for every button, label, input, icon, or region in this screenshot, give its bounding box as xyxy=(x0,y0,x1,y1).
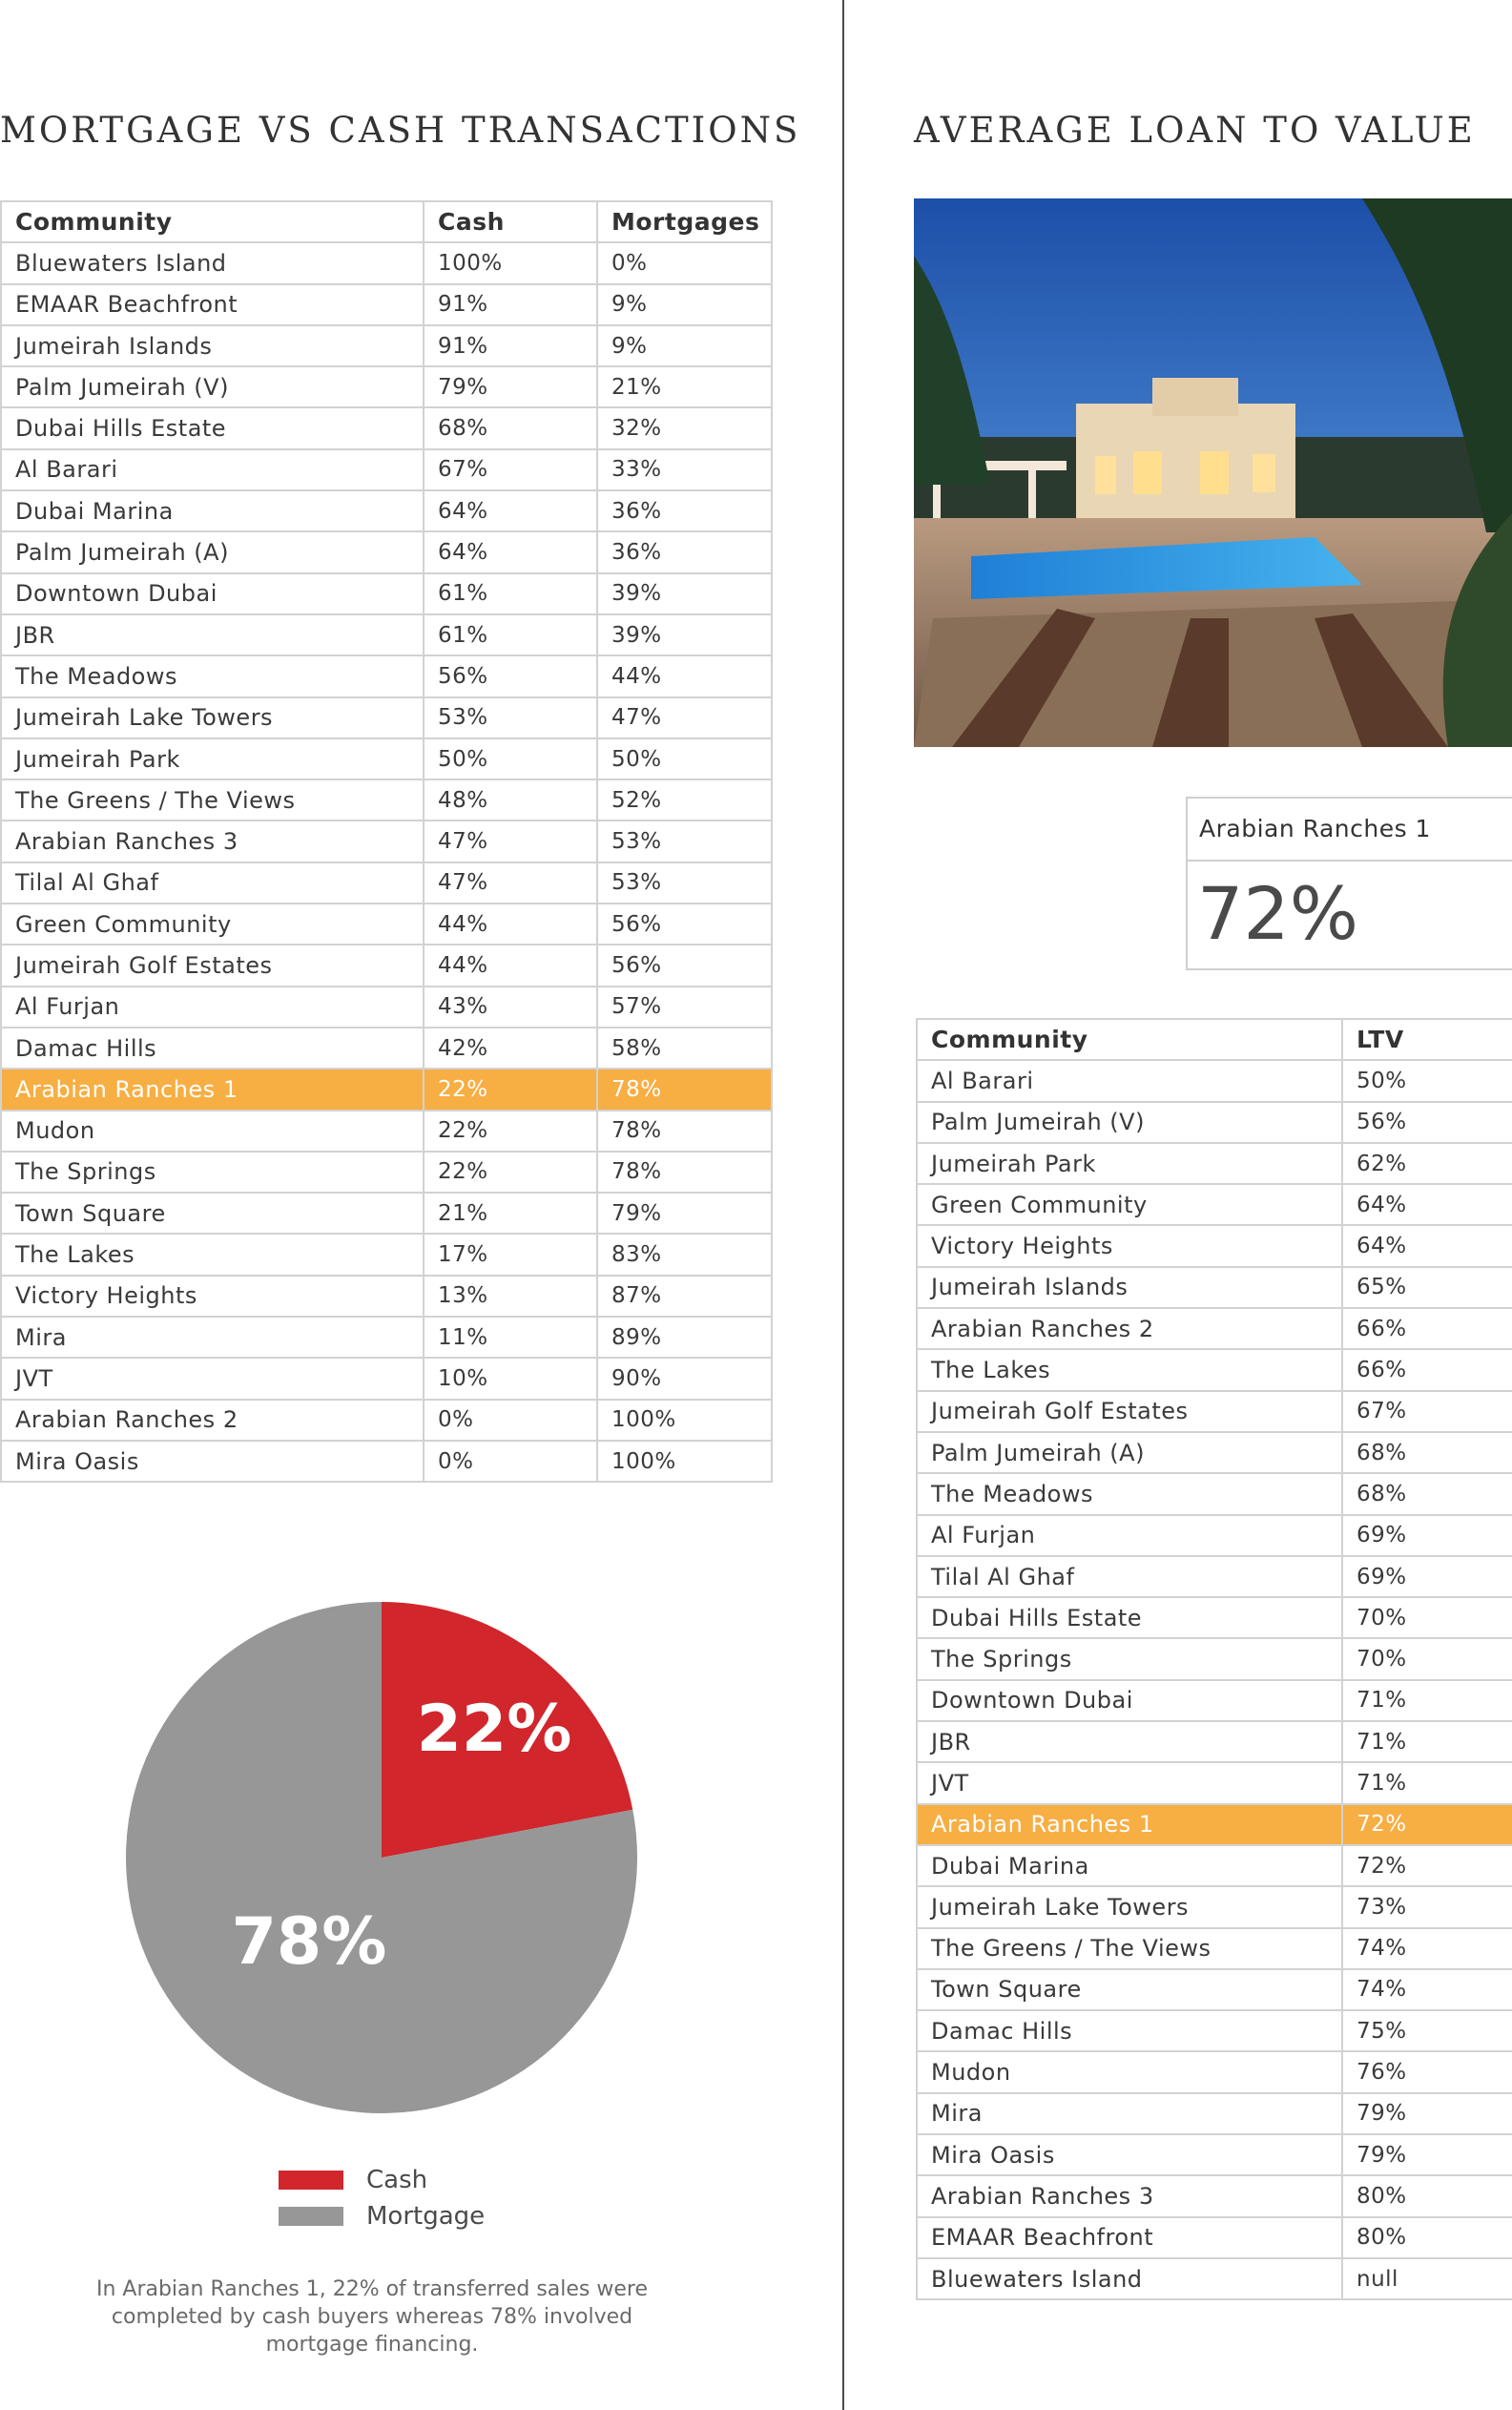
value-cell: 61% xyxy=(424,573,597,614)
community-cell: Arabian Ranches 3 xyxy=(917,2175,1342,2216)
community-cell: JVT xyxy=(917,1762,1342,1803)
community-cell: Victory Heights xyxy=(1,1276,424,1317)
value-cell: 66% xyxy=(1342,1349,1512,1390)
value-cell: 17% xyxy=(424,1234,597,1275)
value-cell: 71% xyxy=(1342,1762,1512,1803)
table-row xyxy=(1,407,772,448)
table-row xyxy=(917,2258,1512,2299)
table-row xyxy=(1,1028,772,1069)
value-cell: 71% xyxy=(1342,1680,1512,1721)
value-cell: 44% xyxy=(597,655,772,696)
value-cell: 13% xyxy=(424,1276,597,1317)
value-cell: 79% xyxy=(1342,2093,1512,2134)
value-cell: 64% xyxy=(424,490,597,531)
value-cell: 57% xyxy=(597,987,772,1028)
table-header-row xyxy=(917,1019,1512,1060)
table-row xyxy=(917,2217,1512,2258)
value-cell: 100% xyxy=(597,1441,772,1482)
value-cell: 76% xyxy=(1342,2051,1512,2092)
table-row xyxy=(1,1400,772,1441)
community-cell: EMAAR Beachfront xyxy=(1,284,424,325)
value-cell: 39% xyxy=(597,573,772,614)
table-row xyxy=(1,1317,772,1358)
community-cell: JBR xyxy=(917,1721,1342,1762)
header-ltv: LTV xyxy=(1342,1019,1512,1060)
community-cell: The Lakes xyxy=(1,1234,424,1275)
value-cell: 9% xyxy=(597,325,772,366)
value-cell: 0% xyxy=(424,1400,597,1441)
community-cell: Downtown Dubai xyxy=(1,573,424,614)
community-cell: Jumeirah Lake Towers xyxy=(1,697,424,738)
community-cell: Mudon xyxy=(917,2051,1342,2092)
community-cell: Palm Jumeirah (A) xyxy=(917,1432,1342,1473)
table-row xyxy=(917,1267,1512,1308)
legend-swatch-mortgage xyxy=(279,2207,343,2226)
community-cell: Damac Hills xyxy=(917,2010,1342,2051)
value-cell: 78% xyxy=(597,1069,772,1110)
value-cell: 50% xyxy=(597,738,772,779)
community-cell: Mira Oasis xyxy=(917,2134,1342,2175)
community-cell: Downtown Dubai xyxy=(917,1680,1342,1721)
value-cell: 44% xyxy=(424,904,597,945)
value-cell: 64% xyxy=(1342,1225,1512,1266)
value-cell: 47% xyxy=(597,697,772,738)
value-cell: 21% xyxy=(597,366,772,407)
value-cell: 52% xyxy=(597,779,772,821)
value-cell: 83% xyxy=(597,1234,772,1275)
table-row xyxy=(917,1597,1512,1638)
value-cell: 42% xyxy=(424,1028,597,1069)
value-cell: 9% xyxy=(597,284,772,325)
pie-legend xyxy=(279,2162,485,2234)
header-community: Community xyxy=(917,1019,1342,1060)
community-cell: Dubai Marina xyxy=(917,1845,1342,1886)
table-row xyxy=(1,325,772,366)
value-cell: 65% xyxy=(1342,1267,1512,1308)
value-cell: 39% xyxy=(597,614,772,655)
villa-pool-photo xyxy=(914,198,1512,747)
highlight-community-label: Arabian Ranches 1 xyxy=(1188,799,1512,862)
highlight-ltv-box xyxy=(1186,797,1512,970)
value-cell: 62% xyxy=(1342,1143,1512,1184)
table-row xyxy=(1,284,772,325)
legend-label-mortgage: Mortgage xyxy=(366,2202,486,2231)
community-cell: The Greens / The Views xyxy=(1,779,424,821)
table-row xyxy=(917,1845,1512,1886)
table-row xyxy=(917,2175,1512,2216)
mortgage-vs-cash-title: MORTGAGE VS CASH TRANSACTIONS xyxy=(0,110,801,151)
table-row xyxy=(917,1060,1512,1101)
table-row xyxy=(1,573,772,614)
value-cell: 47% xyxy=(424,862,597,904)
value-cell: 74% xyxy=(1342,1969,1512,2010)
legend-item-mortgage xyxy=(279,2198,485,2234)
value-cell: 47% xyxy=(424,821,597,862)
value-cell: 79% xyxy=(424,366,597,407)
value-cell: 70% xyxy=(1342,1638,1512,1679)
value-cell: 53% xyxy=(597,821,772,862)
community-cell: Jumeirah Golf Estates xyxy=(1,945,424,986)
value-cell: 32% xyxy=(597,407,772,448)
value-cell: 22% xyxy=(424,1069,597,1110)
table-header-row xyxy=(1,201,772,242)
highlight-ltv-value: 72% xyxy=(1197,871,1358,956)
table-row xyxy=(917,1349,1512,1390)
table-row xyxy=(1,904,772,945)
value-cell: 75% xyxy=(1342,2010,1512,2051)
community-cell: Dubai Hills Estate xyxy=(917,1597,1342,1638)
average-ltv-title: AVERAGE LOAN TO VALUE xyxy=(914,110,1476,151)
community-cell: Tilal Al Ghaf xyxy=(1,862,424,904)
value-cell: 74% xyxy=(1342,1928,1512,1969)
value-cell: 56% xyxy=(597,945,772,986)
table-row xyxy=(917,1308,1512,1349)
legend-item-cash xyxy=(279,2162,485,2198)
community-cell: Green Community xyxy=(917,1184,1342,1225)
table-row xyxy=(917,1102,1512,1143)
table-row xyxy=(1,655,772,696)
ltv-table xyxy=(916,1018,1512,2300)
table-row xyxy=(1,1152,772,1193)
table-row xyxy=(917,1969,1512,2010)
community-cell: The Springs xyxy=(1,1152,424,1193)
community-cell: Palm Jumeirah (V) xyxy=(1,366,424,407)
value-cell: 68% xyxy=(1342,1432,1512,1473)
value-cell: 70% xyxy=(1342,1597,1512,1638)
community-cell: Mira Oasis xyxy=(1,1441,424,1482)
value-cell: 69% xyxy=(1342,1556,1512,1597)
value-cell: 10% xyxy=(424,1358,597,1399)
table-row xyxy=(1,862,772,904)
villa-pool-image xyxy=(914,198,1512,747)
community-cell: Bluewaters Island xyxy=(1,242,424,283)
value-cell: 91% xyxy=(424,325,597,366)
value-cell: 69% xyxy=(1342,1515,1512,1556)
community-cell: The Springs xyxy=(917,1638,1342,1679)
community-cell: Palm Jumeirah (A) xyxy=(1,531,424,572)
community-cell: Al Furjan xyxy=(917,1515,1342,1556)
pie-summary-note: In Arabian Ranches 1, 22% of transferred sales were completed by cash buyers whereas 78% involved mortgage financing. xyxy=(95,2277,649,2357)
value-cell: 22% xyxy=(424,1152,597,1193)
table-row xyxy=(917,1762,1512,1803)
value-cell: 53% xyxy=(597,862,772,904)
community-cell: Arabian Ranches 1 xyxy=(1,1069,424,1110)
community-cell: The Greens / The Views xyxy=(917,1928,1342,1969)
table-row xyxy=(917,2010,1512,2051)
cash-mortgage-pie-chart xyxy=(122,1598,641,2117)
table-row xyxy=(917,1721,1512,1762)
value-cell: 68% xyxy=(1342,1473,1512,1514)
table-row xyxy=(1,531,772,572)
community-cell: The Meadows xyxy=(917,1473,1342,1514)
mortgage-vs-cash-table xyxy=(0,200,773,1483)
table-row xyxy=(917,1638,1512,1679)
value-cell: 33% xyxy=(597,449,772,490)
community-cell: Jumeirah Park xyxy=(1,738,424,779)
header-cash: Cash xyxy=(424,201,597,242)
table-row xyxy=(1,738,772,779)
community-cell: The Lakes xyxy=(917,1349,1342,1390)
value-cell: 50% xyxy=(1342,1060,1512,1101)
value-cell: 87% xyxy=(597,1276,772,1317)
value-cell: 61% xyxy=(424,614,597,655)
table-row xyxy=(1,614,772,655)
value-cell: 79% xyxy=(1342,2134,1512,2175)
community-cell: EMAAR Beachfront xyxy=(917,2217,1342,2258)
pie-label-cash: 22% xyxy=(416,1692,572,1767)
community-cell: Arabian Ranches 2 xyxy=(917,1308,1342,1349)
value-cell: 67% xyxy=(1342,1391,1512,1432)
value-cell: 58% xyxy=(597,1028,772,1069)
table-row xyxy=(1,945,772,986)
community-cell: Bluewaters Island xyxy=(917,2258,1342,2299)
community-cell: The Meadows xyxy=(1,655,424,696)
header-community: Community xyxy=(1,201,424,242)
table-row xyxy=(1,1276,772,1317)
community-cell: Victory Heights xyxy=(917,1225,1342,1266)
table-row xyxy=(917,1886,1512,1927)
table-row xyxy=(1,242,772,283)
table-row xyxy=(917,2134,1512,2175)
community-cell: Town Square xyxy=(917,1969,1342,2010)
value-cell: 90% xyxy=(597,1358,772,1399)
community-cell: Tilal Al Ghaf xyxy=(917,1556,1342,1597)
community-cell: JVT xyxy=(1,1358,424,1399)
table-row xyxy=(1,366,772,407)
community-cell: Al Barari xyxy=(1,449,424,490)
table-row xyxy=(1,987,772,1028)
community-cell: Jumeirah Park xyxy=(917,1143,1342,1184)
value-cell: 68% xyxy=(424,407,597,448)
table-row xyxy=(1,1069,772,1110)
community-cell: Mira xyxy=(917,2093,1342,2134)
community-cell: Jumeirah Golf Estates xyxy=(917,1391,1342,1432)
table-row xyxy=(917,1473,1512,1514)
value-cell: 80% xyxy=(1342,2175,1512,2216)
table-row xyxy=(1,490,772,531)
community-cell: Al Barari xyxy=(917,1060,1342,1101)
table-row xyxy=(1,821,772,862)
table-row xyxy=(917,1143,1512,1184)
community-cell: Town Square xyxy=(1,1193,424,1234)
table-row xyxy=(1,1441,772,1482)
value-cell: 0% xyxy=(424,1441,597,1482)
value-cell: 100% xyxy=(424,242,597,283)
table-row xyxy=(917,2093,1512,2134)
value-cell: 36% xyxy=(597,490,772,531)
value-cell: 89% xyxy=(597,1317,772,1358)
value-cell: 72% xyxy=(1342,1845,1512,1886)
community-cell: Al Furjan xyxy=(1,987,424,1028)
table-row xyxy=(917,1556,1512,1597)
community-cell: Damac Hills xyxy=(1,1028,424,1069)
community-cell: Jumeirah Islands xyxy=(917,1267,1342,1308)
table-row xyxy=(917,1391,1512,1432)
pie-label-mortgage: 78% xyxy=(231,1904,387,1980)
community-cell: Green Community xyxy=(1,904,424,945)
community-cell: Mira xyxy=(1,1317,424,1358)
community-cell: JBR xyxy=(1,614,424,655)
table-row xyxy=(917,1928,1512,1969)
table-row xyxy=(917,1515,1512,1556)
value-cell: 22% xyxy=(424,1111,597,1152)
community-cell: Jumeirah Lake Towers xyxy=(917,1886,1342,1927)
table-row xyxy=(1,449,772,490)
value-cell: 21% xyxy=(424,1193,597,1234)
value-cell: 78% xyxy=(597,1111,772,1152)
community-cell: Arabian Ranches 1 xyxy=(917,1804,1342,1845)
header-mortgages: Mortgages xyxy=(597,201,772,242)
legend-label-cash: Cash xyxy=(366,2166,428,2194)
value-cell: 72% xyxy=(1342,1804,1512,1845)
value-cell: 56% xyxy=(1342,1102,1512,1143)
value-cell: 0% xyxy=(597,242,772,283)
table-row xyxy=(1,1234,772,1275)
value-cell: 64% xyxy=(1342,1184,1512,1225)
value-cell: 53% xyxy=(424,697,597,738)
community-cell: Mudon xyxy=(1,1111,424,1152)
legend-swatch-cash xyxy=(279,2171,343,2190)
value-cell: 66% xyxy=(1342,1308,1512,1349)
value-cell: 71% xyxy=(1342,1721,1512,1762)
table-row xyxy=(917,1432,1512,1473)
value-cell: 100% xyxy=(597,1400,772,1441)
community-cell: Arabian Ranches 3 xyxy=(1,821,424,862)
value-cell: 50% xyxy=(424,738,597,779)
table-row xyxy=(1,1193,772,1234)
community-cell: Arabian Ranches 2 xyxy=(1,1400,424,1441)
value-cell: null xyxy=(1342,2258,1512,2299)
table-row xyxy=(917,1680,1512,1721)
value-cell: 48% xyxy=(424,779,597,821)
value-cell: 91% xyxy=(424,284,597,325)
value-cell: 80% xyxy=(1342,2217,1512,2258)
value-cell: 67% xyxy=(424,449,597,490)
value-cell: 78% xyxy=(597,1152,772,1193)
community-cell: Jumeirah Islands xyxy=(1,325,424,366)
value-cell: 56% xyxy=(597,904,772,945)
value-cell: 73% xyxy=(1342,1886,1512,1927)
value-cell: 11% xyxy=(424,1317,597,1358)
community-cell: Palm Jumeirah (V) xyxy=(917,1102,1342,1143)
community-cell: Dubai Marina xyxy=(1,490,424,531)
community-cell: Dubai Hills Estate xyxy=(1,407,424,448)
table-row xyxy=(1,779,772,821)
value-cell: 43% xyxy=(424,987,597,1028)
table-row xyxy=(917,1804,1512,1845)
value-cell: 44% xyxy=(424,945,597,986)
table-row xyxy=(1,1111,772,1152)
column-divider xyxy=(842,0,844,2410)
table-row xyxy=(917,1225,1512,1266)
table-row xyxy=(917,2051,1512,2092)
value-cell: 36% xyxy=(597,531,772,572)
value-cell: 64% xyxy=(424,531,597,572)
value-cell: 79% xyxy=(597,1193,772,1234)
value-cell: 56% xyxy=(424,655,597,696)
table-row xyxy=(917,1184,1512,1225)
table-row xyxy=(1,697,772,738)
table-row xyxy=(1,1358,772,1399)
